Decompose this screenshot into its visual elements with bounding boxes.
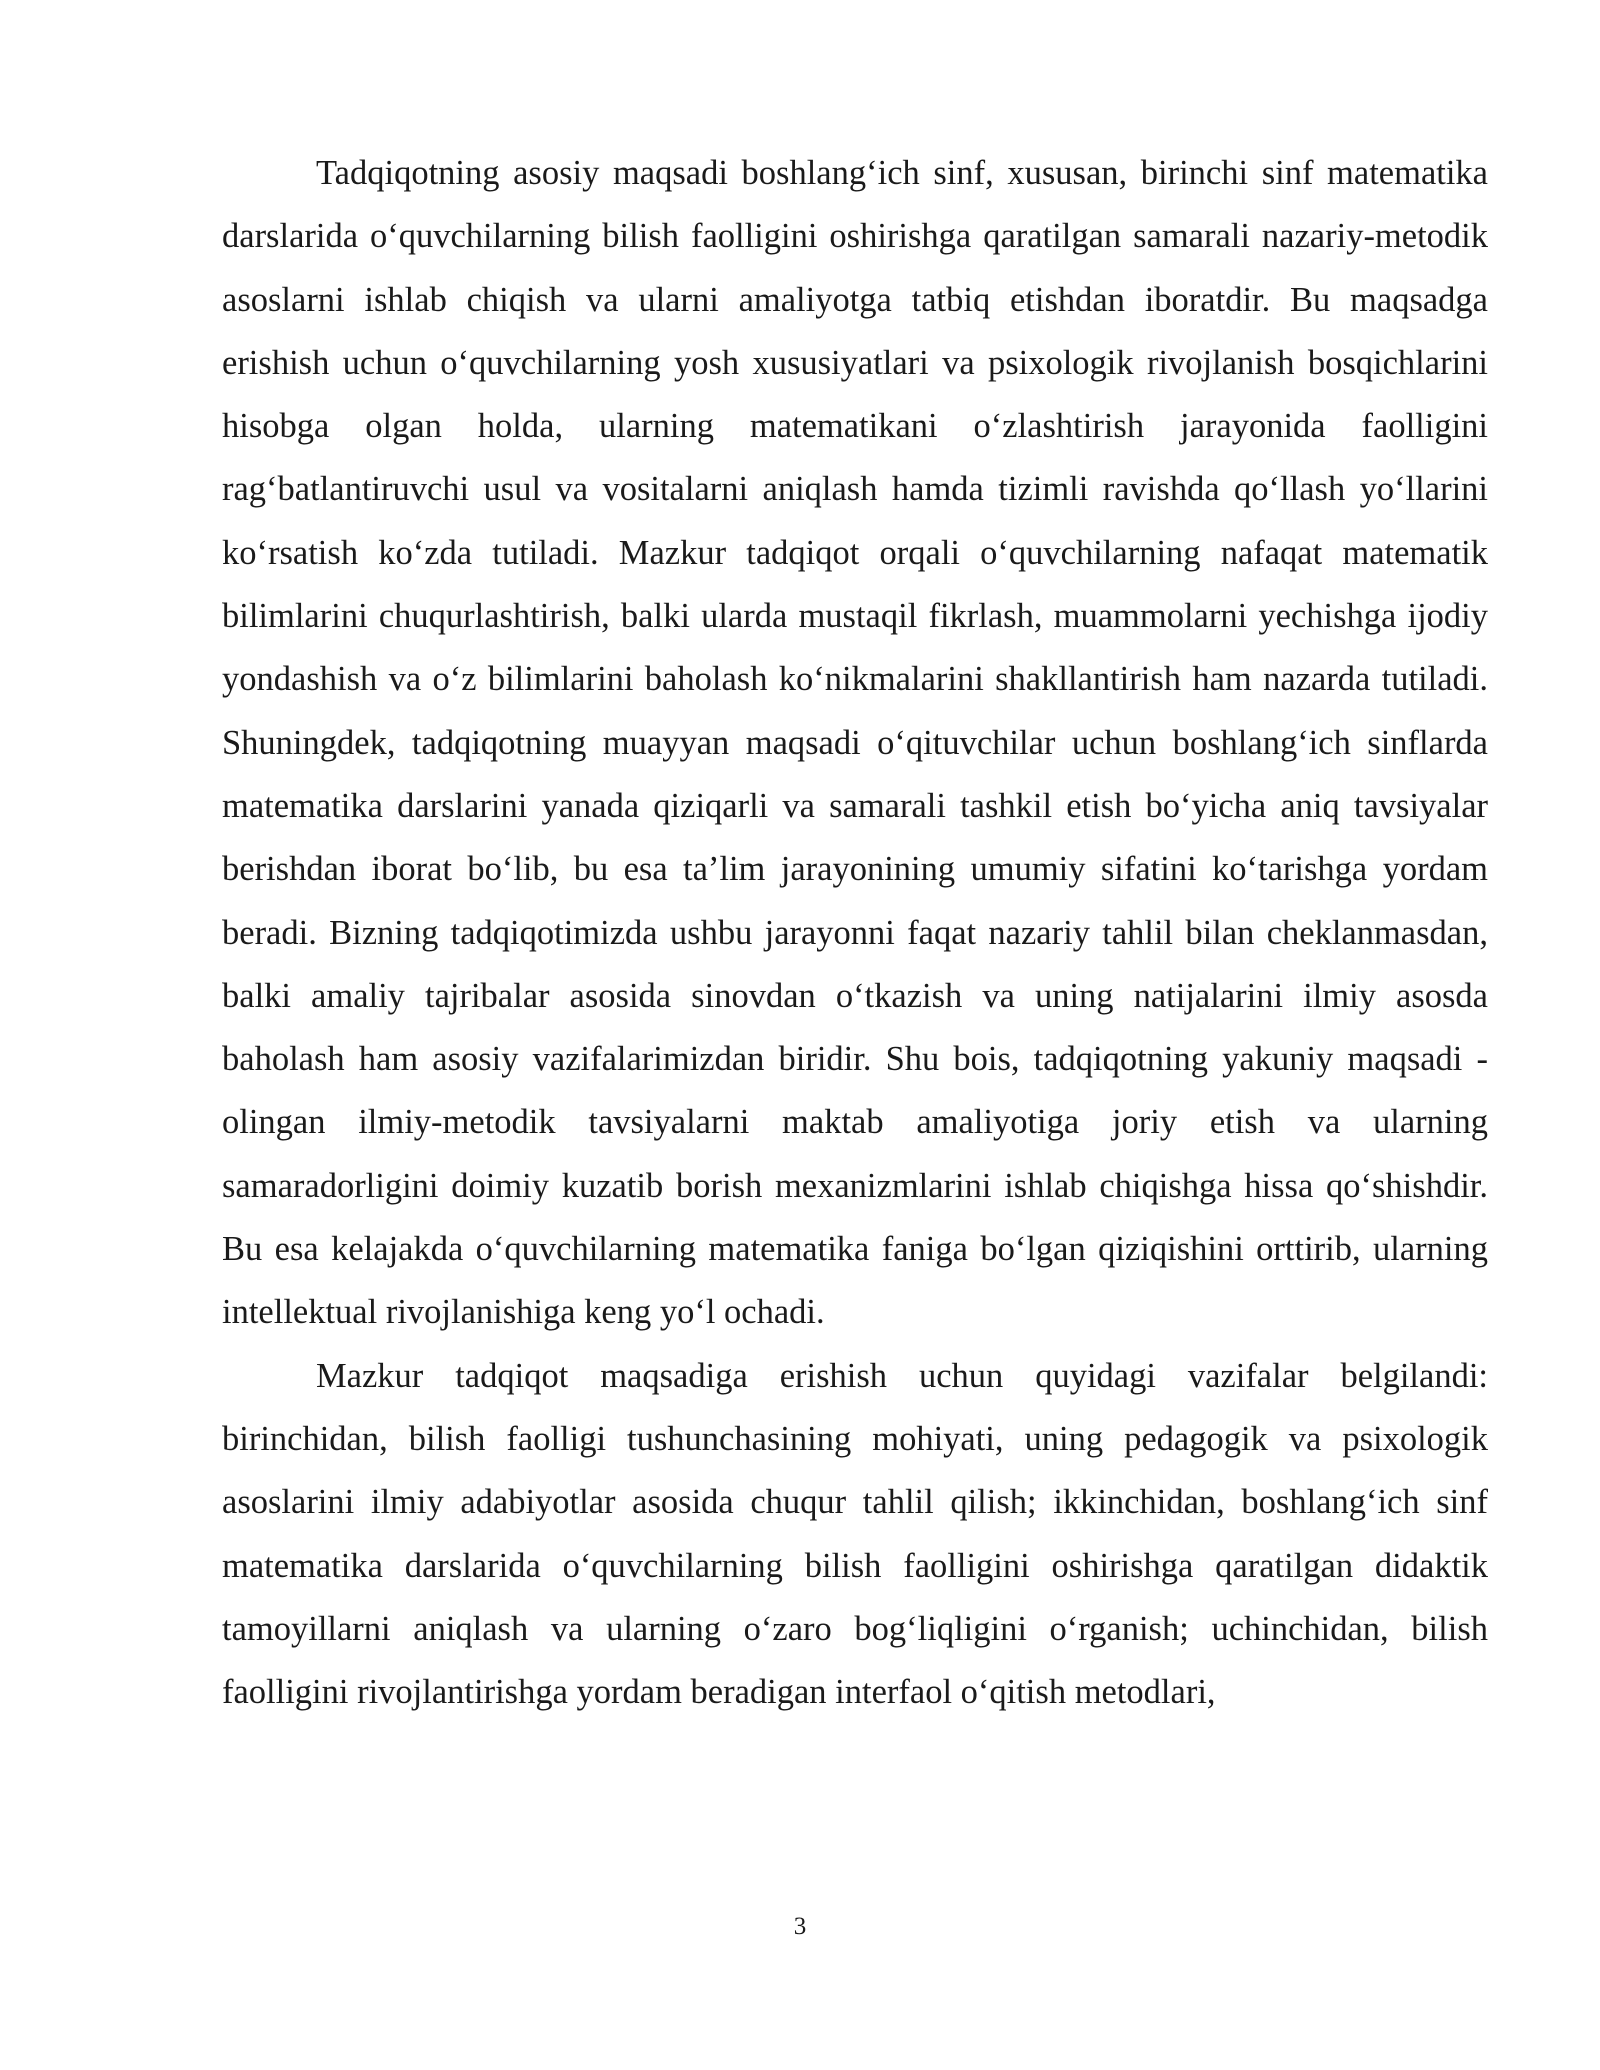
paragraph-research-goal: Tadqiqotning asosiy maqsadi boshlang‘ich sinf, xususan, birinchi sinf matematika darslarida o‘quvchilarning bilish faolligini oshirishga qaratilgan samarali nazariy-metodik asoslarni ishlab chiqish va ularni amaliyotga tatbiq etishdan iboratdir. Bu maqsadga erishish uchun o‘quvchilarning yosh xususiyatlari va psixologik rivojlanish bosqichlarini hisobga olgan holda, ularning matematikani o‘zlashtirish jarayonida faolligini rag‘batlantiruvchi usul va vositalarni aniqlash hamda tizimli ravishda qo‘llash yo‘llarini ko‘rsatish ko‘zda tutiladi. Mazkur tadqiqot orqali o‘quvchilarning nafaqat matematik bilimlarini chuqurlashtirish, balki ularda mustaqil fikrlash, muammolarni yechishga ijodiy yondashish va o‘z bilimlarini baholash ko‘nikmalarini shakllantirish ham nazarda tutiladi. Shuningdek, tadqiqotning muayyan maqsadi o‘qituvchilar uchun boshlang‘ich sinflarda matematika darslarini yanada qiziqarli va samarali tashkil etish bo‘yicha aniq tavsiyalar berishdan iborat bo‘lib, bu esa ta’lim jarayonining umumiy sifatini ko‘tarishga yordam beradi. Bizning tadqiqotimizda ushbu jarayonni faqat nazariy tahlil bilan cheklanmasdan, balki amaliy tajribalar asosida sinovdan o‘tkazish va uning natijalarini ilmiy asosda baholash ham asosiy vazifalarimizdan biridir. Shu bois, tadqiqotning yakuniy maqsadi - olingan ilmiy-metodik tavsiyalarni maktab amaliyotiga joriy etish va ularning samaradorligini doimiy kuzatib borish mexanizmlarini ishlab chiqishga hissa qo‘shishdir. Bu esa kelajakda o‘quvchilarning matematika faniga bo‘lgan qiziqishini orttirib, ularning intellektual rivojlanishiga keng yo‘l ochadi. [222, 154, 1488, 1332]
page-number: 3 [793, 1913, 807, 1940]
body-text [222, 142, 1488, 1724]
paragraph-research-tasks: Mazkur tadqiqot maqsadiga erishish uchun quyidagi vazifalar belgilandi: birinchidan, bilish faolligi tushunchasining mohiyati, uning pedagogik va psixologik asoslarini ilmiy adabiyotlar asosida chuqur tahlil qilish; ikkinchidan, boshlang‘ich sinf matematika darslarida o‘quvchilarning bilish faolligini oshirishga qaratilgan didaktik tamoyillarni aniqlash va ularning o‘zaro bog‘liqligini o‘rganish; uchinchidan, bilish faolligini rivojlantirishga yordam beradigan interfaol o‘qitish metodlari, [222, 1356, 1488, 1712]
